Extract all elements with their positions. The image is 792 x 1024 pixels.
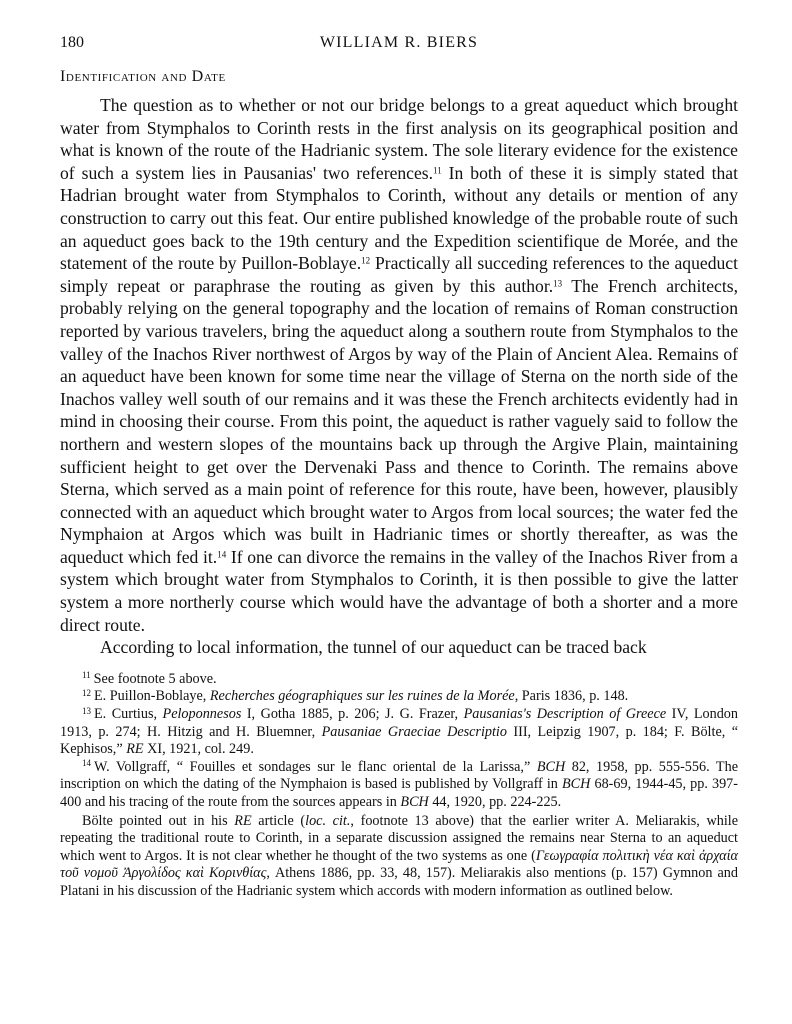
footnote-ref-11[interactable]: 11 <box>433 165 442 176</box>
citation-title: RE <box>126 741 144 758</box>
footnote-text: , Paris 1836, p. 148. <box>514 688 629 705</box>
footnote-ref-12[interactable]: 12 <box>361 255 371 266</box>
citation-title: Pausanias's Description of Greece <box>463 706 667 723</box>
footnote-text: III, Leipzig 1907, p. 184; F. Bölte, “ Kephisos,” <box>60 723 738 758</box>
citation-title: Pausaniae Graeciae Descriptio <box>321 723 507 740</box>
page <box>60 28 738 901</box>
footnote-text: IV, London 1913, p. 274; H. Hitzig and H. Bluemner, <box>60 706 738 740</box>
footnote-14 <box>60 759 738 812</box>
page-number: 180 <box>60 34 84 51</box>
running-head: WILLIAM R. BIERS <box>319 34 479 51</box>
footnote-text: article ( <box>251 812 306 829</box>
footnote-11 <box>60 671 738 689</box>
footnote-ref-14[interactable]: 14 <box>217 549 227 560</box>
footnote-text: E. Curtius, <box>94 706 163 723</box>
footnote-continuation <box>60 813 738 901</box>
footnote-text: E. Puillon-Boblaye, <box>94 688 210 705</box>
footnote-text: , Athens 1886, pp. 33, 48, 157). Meliarakis also mentions (p. 157) Gymnon and Platani in his discussion of the Hadrianic system which accords with modern information as outlined below. <box>60 865 738 899</box>
citation-title: BCH <box>562 776 591 793</box>
text-run: The French architects, probably relying on the general topography and the location of remains of Roman construction reported by various travelers, bring the aqueduct along a southern route from Stymphalos to the valley of the Inachos River northwest of Argos by way of the Plain of Ancient Alea. Remains of an aqueduct have been known for some time near the village of Sterna on the north side of the Inachos valley well south of our remains and it was these the French architects evidently had in mind in choosing their course. From this point, the aqueduct is rather vaguely said to follow the northern and western slopes of the mountains back up through the Argive Plain, maintaining sufficient height to get over the Dervenaki Pass and thence to Corinth. The remains above Sterna, which served as a main point of reference for this route, have been, however, plausibly connected with an aqueduct which brought water to Argos from local sources; the water fed the Nymphaion at Argos which was built in Hadrianic times or shortly thereafter, as was the aqueduct which fed it. <box>60 275 739 567</box>
footnote-text: , footnote 13 above) that the earlier writer A. Meliarakis, while repeating the traditional route to Corinth, in a separate discussion assigned the remains near Sterna to an aqueduct which went to Argos. It is not clear whether he thought of the two systems as one ( <box>60 812 739 864</box>
text-run: The question as to whether or not our bridge belongs to a great aqueduct which brought water from Stymphalos to Corinth rests in the first analysis on its geographical position and what is known of the route of the Hadrianic system. The sole literary evidence for the existence of such a system lies in Pausanias' two references. <box>60 95 738 183</box>
citation-title: BCH <box>400 794 429 810</box>
citation-title: loc. cit. <box>305 812 351 829</box>
footnote-ref-13[interactable]: 13 <box>553 278 563 289</box>
paragraph-1 <box>60 94 738 636</box>
footnotes <box>60 671 738 901</box>
citation-title: BCH <box>536 758 566 775</box>
greek-title: Γεωγραφία πολιτικὴ νέα καὶ ἀρχαία τοῦ νομοῦ Ἀργολίδος καὶ Κορινθίας <box>60 847 738 882</box>
footnote-text: 82, 1958, pp. 555-556. The inscription on which the dating of the Nymphaion is based is published by Vollgraff in <box>60 758 738 793</box>
page-header <box>60 28 738 54</box>
footnote-text: 68-69, 1944-45, pp. 397-400 and his tracing of the route from the sources appears in <box>60 776 738 810</box>
section-heading: Identification and Date <box>60 68 226 85</box>
body-text <box>60 94 738 659</box>
footnote-number: 13 <box>82 705 91 716</box>
footnote-text: Bölte pointed out in his <box>82 812 235 829</box>
footnote-text: 44, 1920, pp. 224-225. <box>428 794 562 810</box>
paragraph-2: According to local information, the tunnel of our aqueduct can be traced back <box>100 637 647 658</box>
footnote-number: 11 <box>82 670 91 681</box>
text-run: If one can divorce the remains in the valley of the Inachos River from a system which brought water from Stymphalos to Corinth, it is then possible to give the latter system a more northerly course which would have the advantage of both a shorter and a more direct route. <box>60 546 738 635</box>
citation-title: Peloponnesos <box>162 706 242 723</box>
footnote-13 <box>60 706 738 759</box>
footnote-text: XI, 1921, col. 249. <box>143 741 254 758</box>
citation-title: RE <box>234 812 252 829</box>
footnote-text: W. Vollgraff, “ Fouilles et sondages sur le flanc oriental de la Larissa,” <box>94 758 537 775</box>
text-run: Practically all succeding references to the aqueduct simply repeat or paraphrase the routing as given by this author. <box>60 253 738 296</box>
footnote-text: I, Gotha 1885, p. 206; J. G. Frazer, <box>241 706 464 723</box>
footnote-text: See footnote 5 above. <box>93 670 217 687</box>
citation-title: Recherches géographiques sur les ruines de la Morée <box>209 688 515 705</box>
footnote-number: 14 <box>82 758 91 769</box>
text-run: In both of these it is simply stated that Hadrian brought water from Stymphalos to Corinth, without any details or mention of any construction to carry out this feat. Our entire published knowledge of the probable route of such an aqueduct goes back to the 19th century and the Expedition scientifique de Morée, and the statement of the route by Puillon-Boblaye. <box>60 162 738 274</box>
footnote-number: 12 <box>82 687 91 698</box>
footnote-12 <box>60 688 738 706</box>
